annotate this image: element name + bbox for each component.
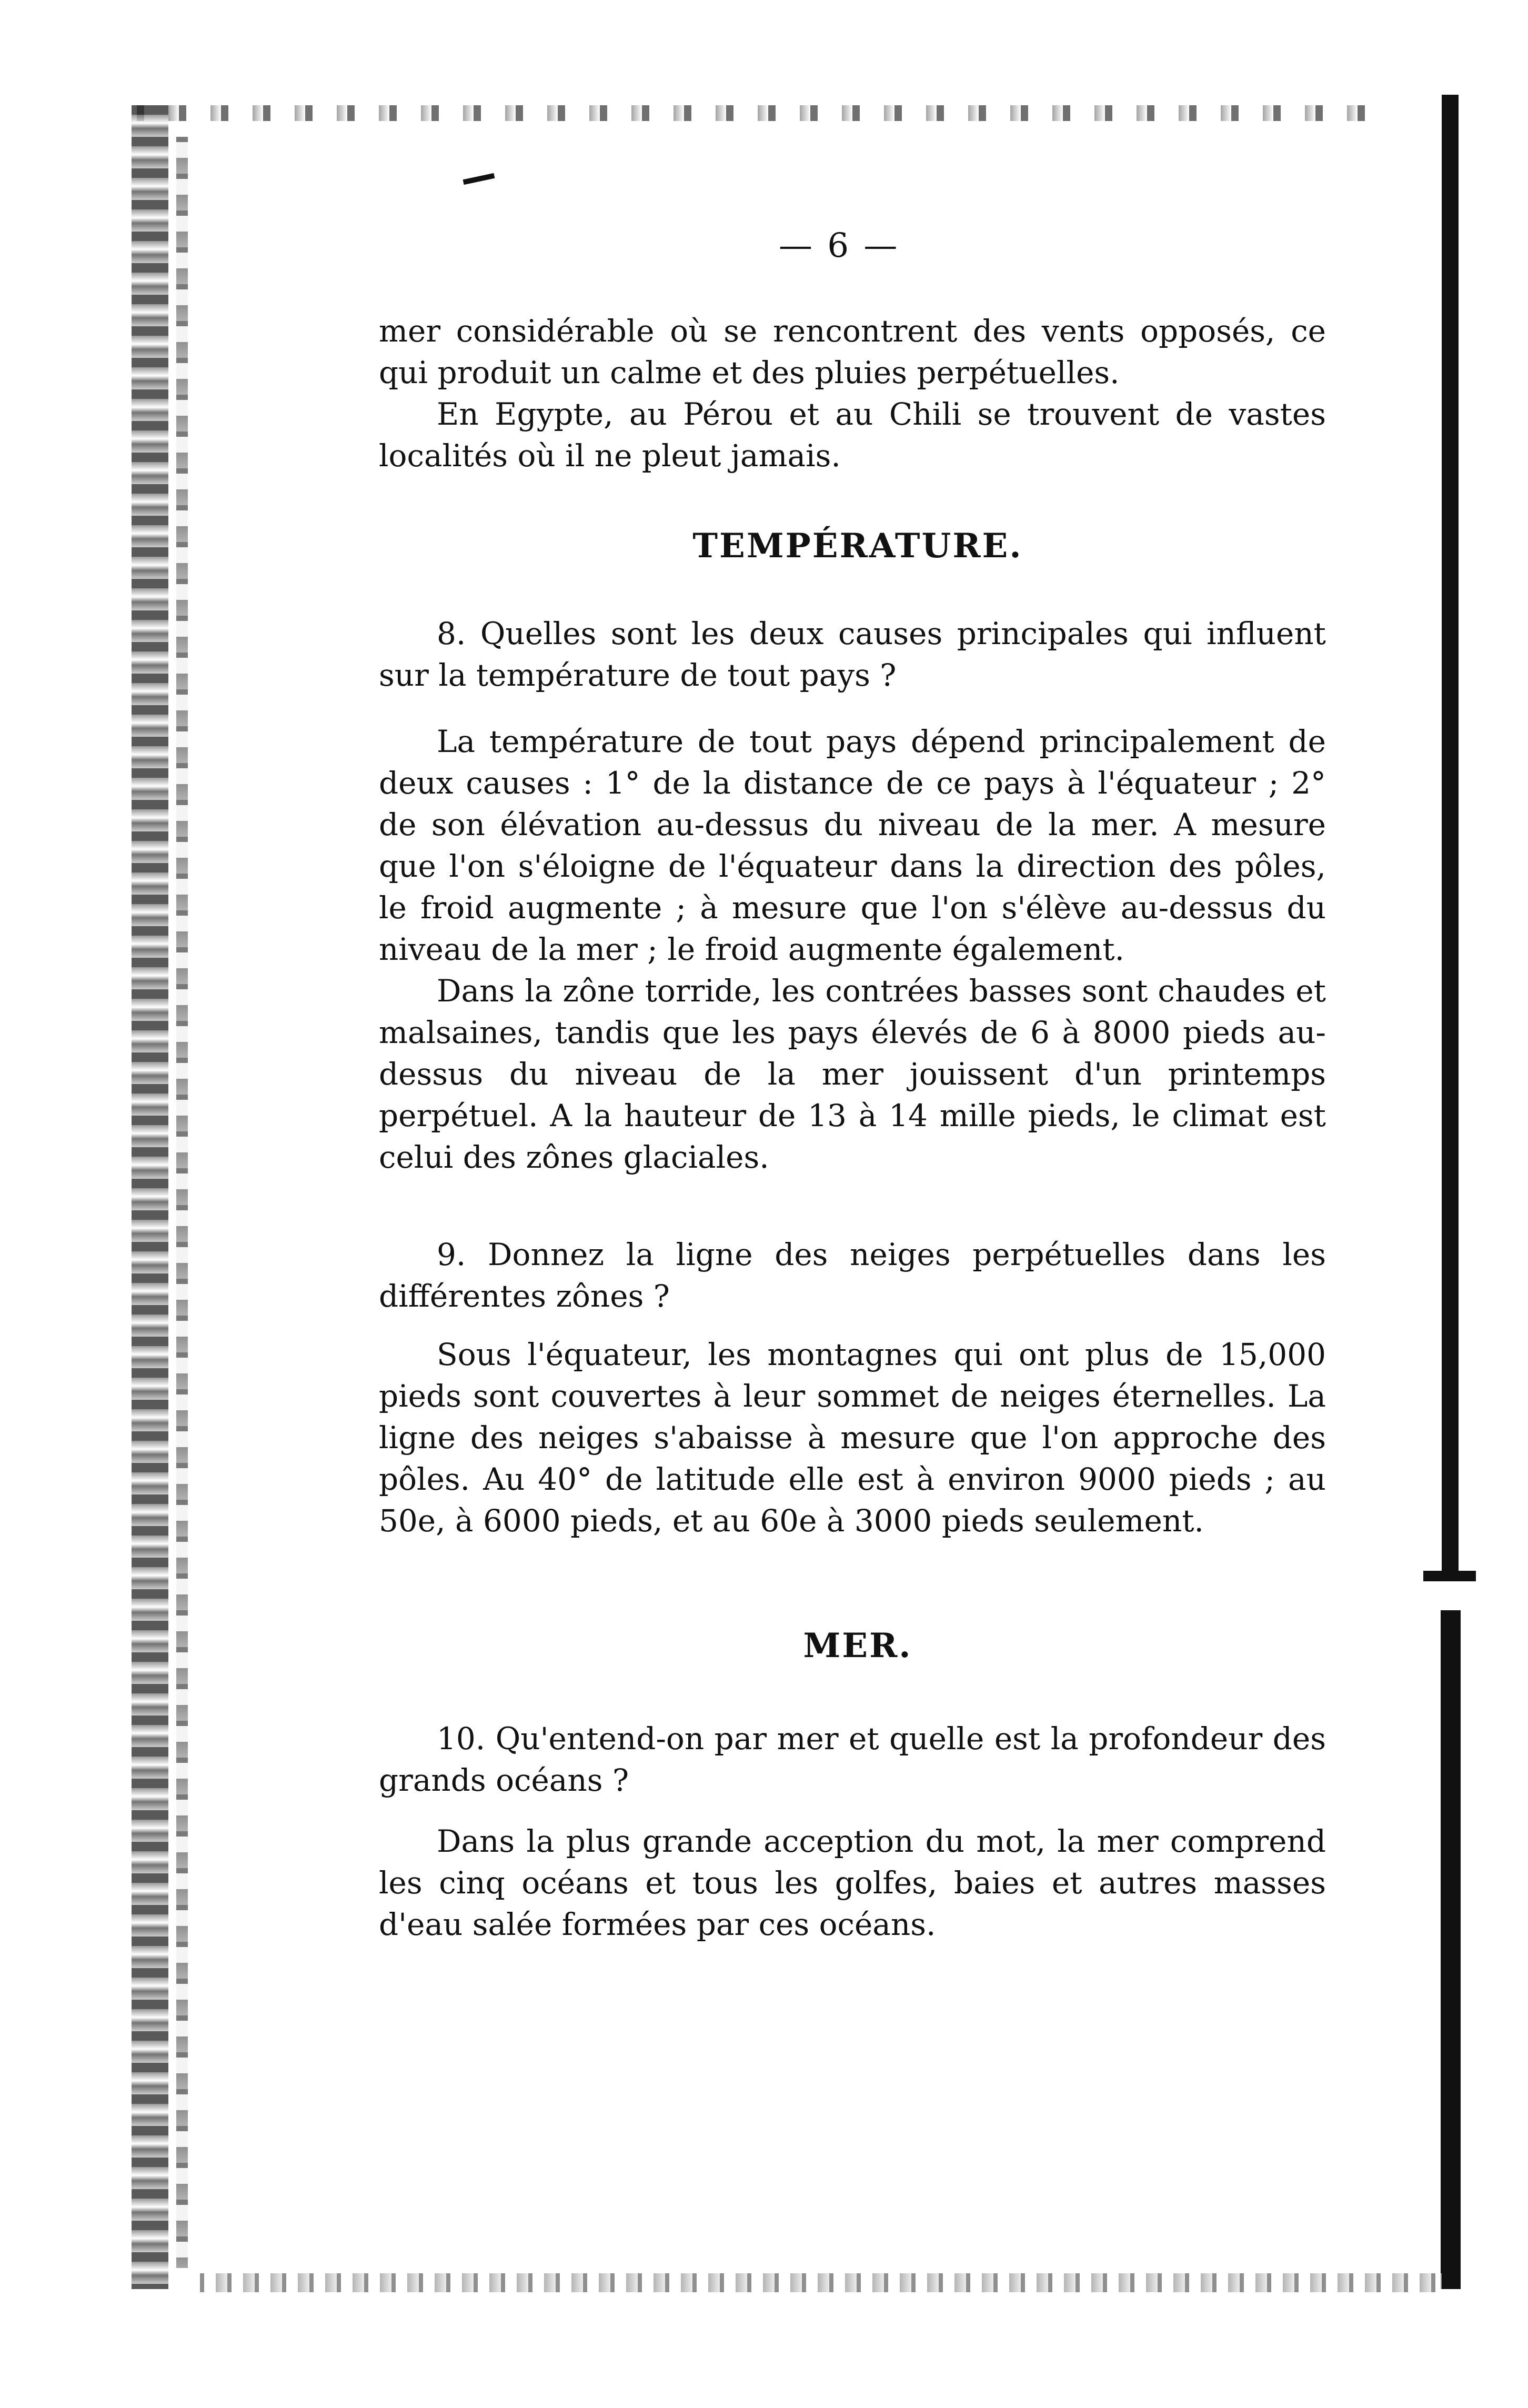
question-text: 10. Qu'entend-on par mer et quelle est la profondeur des grands océans ?: [379, 1721, 1326, 1798]
answer-paragraph: La température de tout pays dépend principalement de deux causes : 1° de la distance de ce pays à l'équateur ; 2° de son élévation au-dessus du niveau de la mer. A mesure que l'on s'éloigne de l'équateur dans la direction des pôles, le froid augmente ; à mesure que l'on s'élève au-dessus du niveau de la mer ; le froid augmente également.: [379, 724, 1326, 967]
question-10: [379, 1718, 1326, 1801]
scan-edge-right-notch: [1423, 1571, 1476, 1581]
scan-mark: [463, 173, 495, 185]
scan-edge-top: [137, 105, 1373, 121]
scan-edge-left-inner: [176, 137, 188, 2268]
answer-paragraph: Sous l'équateur, les montagnes qui ont plus de 15,000 pieds sont couvertes à leur sommet de neiges éternelles. La ligne des neiges s'abaisse à mesure que l'on approche des pôles. Au 40° de latitude elle est à environ 9000 pieds ; au 50e, à 6000 pieds, et au 60e à 3000 pieds seulement.: [379, 1337, 1326, 1539]
paragraph: En Egypte, au Pérou et au Chili se trouvent de vastes localités où il ne pleut jamais.: [379, 396, 1326, 474]
scan-edge-bottom: [200, 2273, 1442, 2292]
section-heading: MER.: [803, 1626, 912, 1665]
scan-edge-left: [132, 105, 168, 2289]
page-number: — 6 —: [779, 226, 900, 265]
answer-paragraph: Dans la zône torride, les contrées basses sont chaudes et malsaines, tandis que les pays élevés de 6 à 8000 pieds au-dessus du niveau de la mer jouissent d'un printemps perpétuel. A la hauteur de 13 à 14 mille pieds, le climat est celui des zônes glaciales.: [379, 973, 1326, 1175]
scan-edge-right: [1442, 95, 1459, 1579]
question-text: 8. Quelles sont les deux causes principales qui influent sur la température de tout pays ?: [379, 616, 1326, 693]
answer-paragraph: Dans la plus grande acception du mot, la mer comprend les cinq océans et tous les golfes, baies et autres masses d'eau salée formées par ces océans.: [379, 1823, 1326, 1942]
answer-8: [379, 721, 1326, 1178]
paragraph: mer considérable où se rencontrent des vents opposés, ce qui produit un calme et des pluies perpétuelles.: [379, 313, 1326, 390]
answer-9: [379, 1334, 1326, 1542]
question-text: 9. Donnez la ligne des neiges perpétuelles dans les différentes zônes ?: [379, 1237, 1326, 1314]
question-8: [379, 613, 1326, 696]
answer-10: [379, 1821, 1326, 1945]
question-9: [379, 1234, 1326, 1317]
scan-edge-right-lower: [1441, 1610, 1461, 2289]
intro-text: [379, 310, 1326, 477]
section-heading: TEMPÉRATURE.: [692, 526, 1023, 566]
